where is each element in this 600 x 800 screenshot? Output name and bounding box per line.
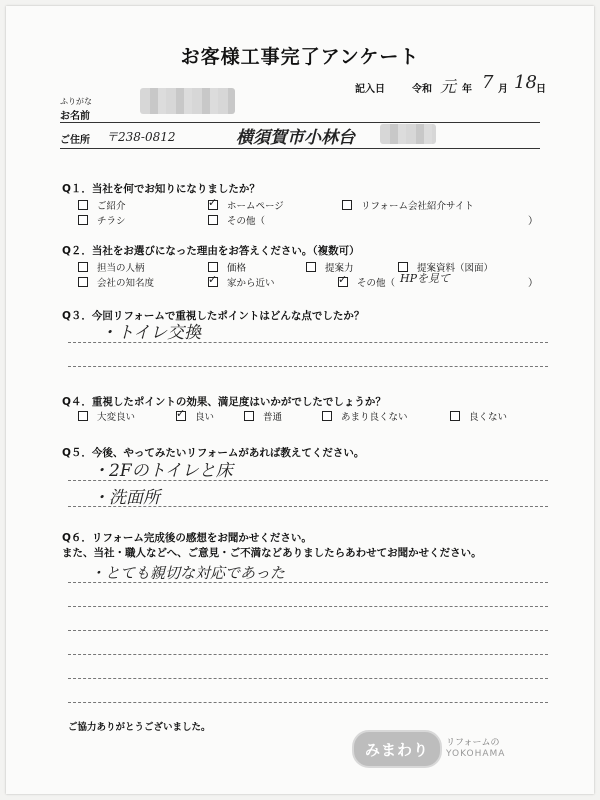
answer-line (68, 678, 548, 679)
q6-question: Q６．リフォーム完成後の感想をお聞かせください。 (62, 532, 312, 544)
month-value: 7 (482, 72, 494, 93)
checkbox[interactable] (450, 411, 460, 421)
q2-question: Q２．当社をお選びになった理由をお答えください。（複数可） (62, 245, 360, 257)
day-value: 18 (514, 72, 537, 93)
address-underline (60, 148, 540, 149)
furigana-label: ふりがな (60, 97, 92, 106)
name-label: お名前 (60, 111, 90, 122)
q5-answer-1: ・2Fのトイレと床 (92, 461, 233, 481)
redacted-address (380, 124, 436, 144)
q2-option-other[interactable]: ✓ その他（ (338, 275, 395, 289)
year-value: 元 (440, 77, 457, 96)
checkbox[interactable] (78, 200, 88, 210)
q4-question: Q４．重視したポイントの効果、満足度はいかがでしたでしょうか？ (62, 396, 386, 408)
q6-answer: ・とても親切な対応であった (90, 564, 285, 582)
checkbox[interactable] (244, 411, 254, 421)
checkbox[interactable] (78, 215, 88, 225)
checkbox-checked[interactable] (208, 277, 218, 287)
logo-tagline: リフォームの (446, 738, 500, 748)
checkbox[interactable] (306, 262, 316, 272)
q1-option-referral-site[interactable]: リフォーム会社紹介サイト (342, 198, 474, 212)
q4-option-good[interactable]: ✓ 良い (176, 409, 214, 423)
checkbox-checked[interactable] (208, 200, 218, 210)
q1-option-referral[interactable]: ご紹介 (78, 198, 126, 212)
year-unit: 年 (462, 84, 472, 95)
q2-option-price[interactable]: 価格 (208, 260, 246, 274)
answer-line (68, 606, 548, 607)
q3-question: Q３．今回リフォームで重視したポイントはどんな点でしたか？ (62, 310, 365, 322)
q2-option-staff[interactable]: 担当の人柄 (78, 260, 145, 274)
q4-option-not-so-good[interactable]: あまり良くない (322, 409, 408, 423)
checkbox[interactable] (78, 411, 88, 421)
era-label: 令和 (412, 84, 432, 95)
q2-option-proposal[interactable]: 提案力 (306, 260, 354, 274)
answer-line (68, 506, 548, 507)
checkbox[interactable] (208, 215, 218, 225)
answer-line (68, 342, 548, 343)
q2-option-reputation[interactable]: 会社の知名度 (78, 275, 154, 289)
q4-option-average[interactable]: 普通 (244, 409, 282, 423)
checkbox-checked[interactable] (176, 411, 186, 421)
q3-answer: ・トイレ交換 (100, 323, 202, 343)
q2-other-close: ） (528, 278, 538, 289)
checkbox[interactable] (78, 262, 88, 272)
month-unit: 月 (498, 84, 508, 95)
page-title: お客様工事完了アンケート (180, 46, 420, 68)
checkbox[interactable] (322, 411, 332, 421)
q6-question-2: また、当社・職人などへ、ご意見・ご不満などありましたらあわせてお聞かせください。 (62, 547, 482, 559)
q4-option-very-good[interactable]: 大変良い (78, 409, 135, 423)
answer-line (68, 702, 548, 703)
thanks-text: ご協力ありがとうございました。 (68, 722, 211, 733)
date-label: 記入日 (355, 84, 385, 95)
answer-line (68, 630, 548, 631)
q5-answer-2: ・洗面所 (92, 488, 160, 508)
q1-question: Q１．当社を何でお知りになりましたか？ (62, 183, 260, 195)
postal-code: 〒238-0812 (106, 130, 176, 144)
logo-tagline-2: YOKOHAMA (446, 749, 506, 759)
answer-line (68, 654, 548, 655)
company-logo: みまわり (352, 730, 442, 768)
answer-line (68, 582, 548, 583)
checkbox[interactable] (78, 277, 88, 287)
redacted-name (140, 88, 235, 114)
address-value: 横須賀市小林台 (236, 128, 355, 148)
answer-line (68, 366, 548, 367)
q2-option-proposal-docs[interactable]: 提案資料（図面） (398, 260, 493, 274)
q1-option-flyer[interactable]: チラシ (78, 213, 126, 227)
checkbox[interactable] (208, 262, 218, 272)
checkbox[interactable] (342, 200, 352, 210)
address-label: ご住所 (60, 135, 90, 146)
answer-line (68, 480, 548, 481)
q4-option-bad[interactable]: 良くない (450, 409, 507, 423)
q2-option-nearby[interactable]: ✓ 家から近い (208, 275, 275, 289)
q2-other-answer: HPを見て (400, 272, 450, 285)
q1-option-homepage[interactable]: ✓ ホームページ (208, 198, 284, 212)
checkbox-checked[interactable] (338, 277, 348, 287)
q1-option-other[interactable]: その他（ (208, 213, 265, 227)
q1-other-close: ） (528, 216, 538, 227)
q5-question: Q５．今後、やってみたいリフォームがあれば教えてください。 (62, 447, 365, 459)
day-unit: 日 (536, 84, 546, 95)
